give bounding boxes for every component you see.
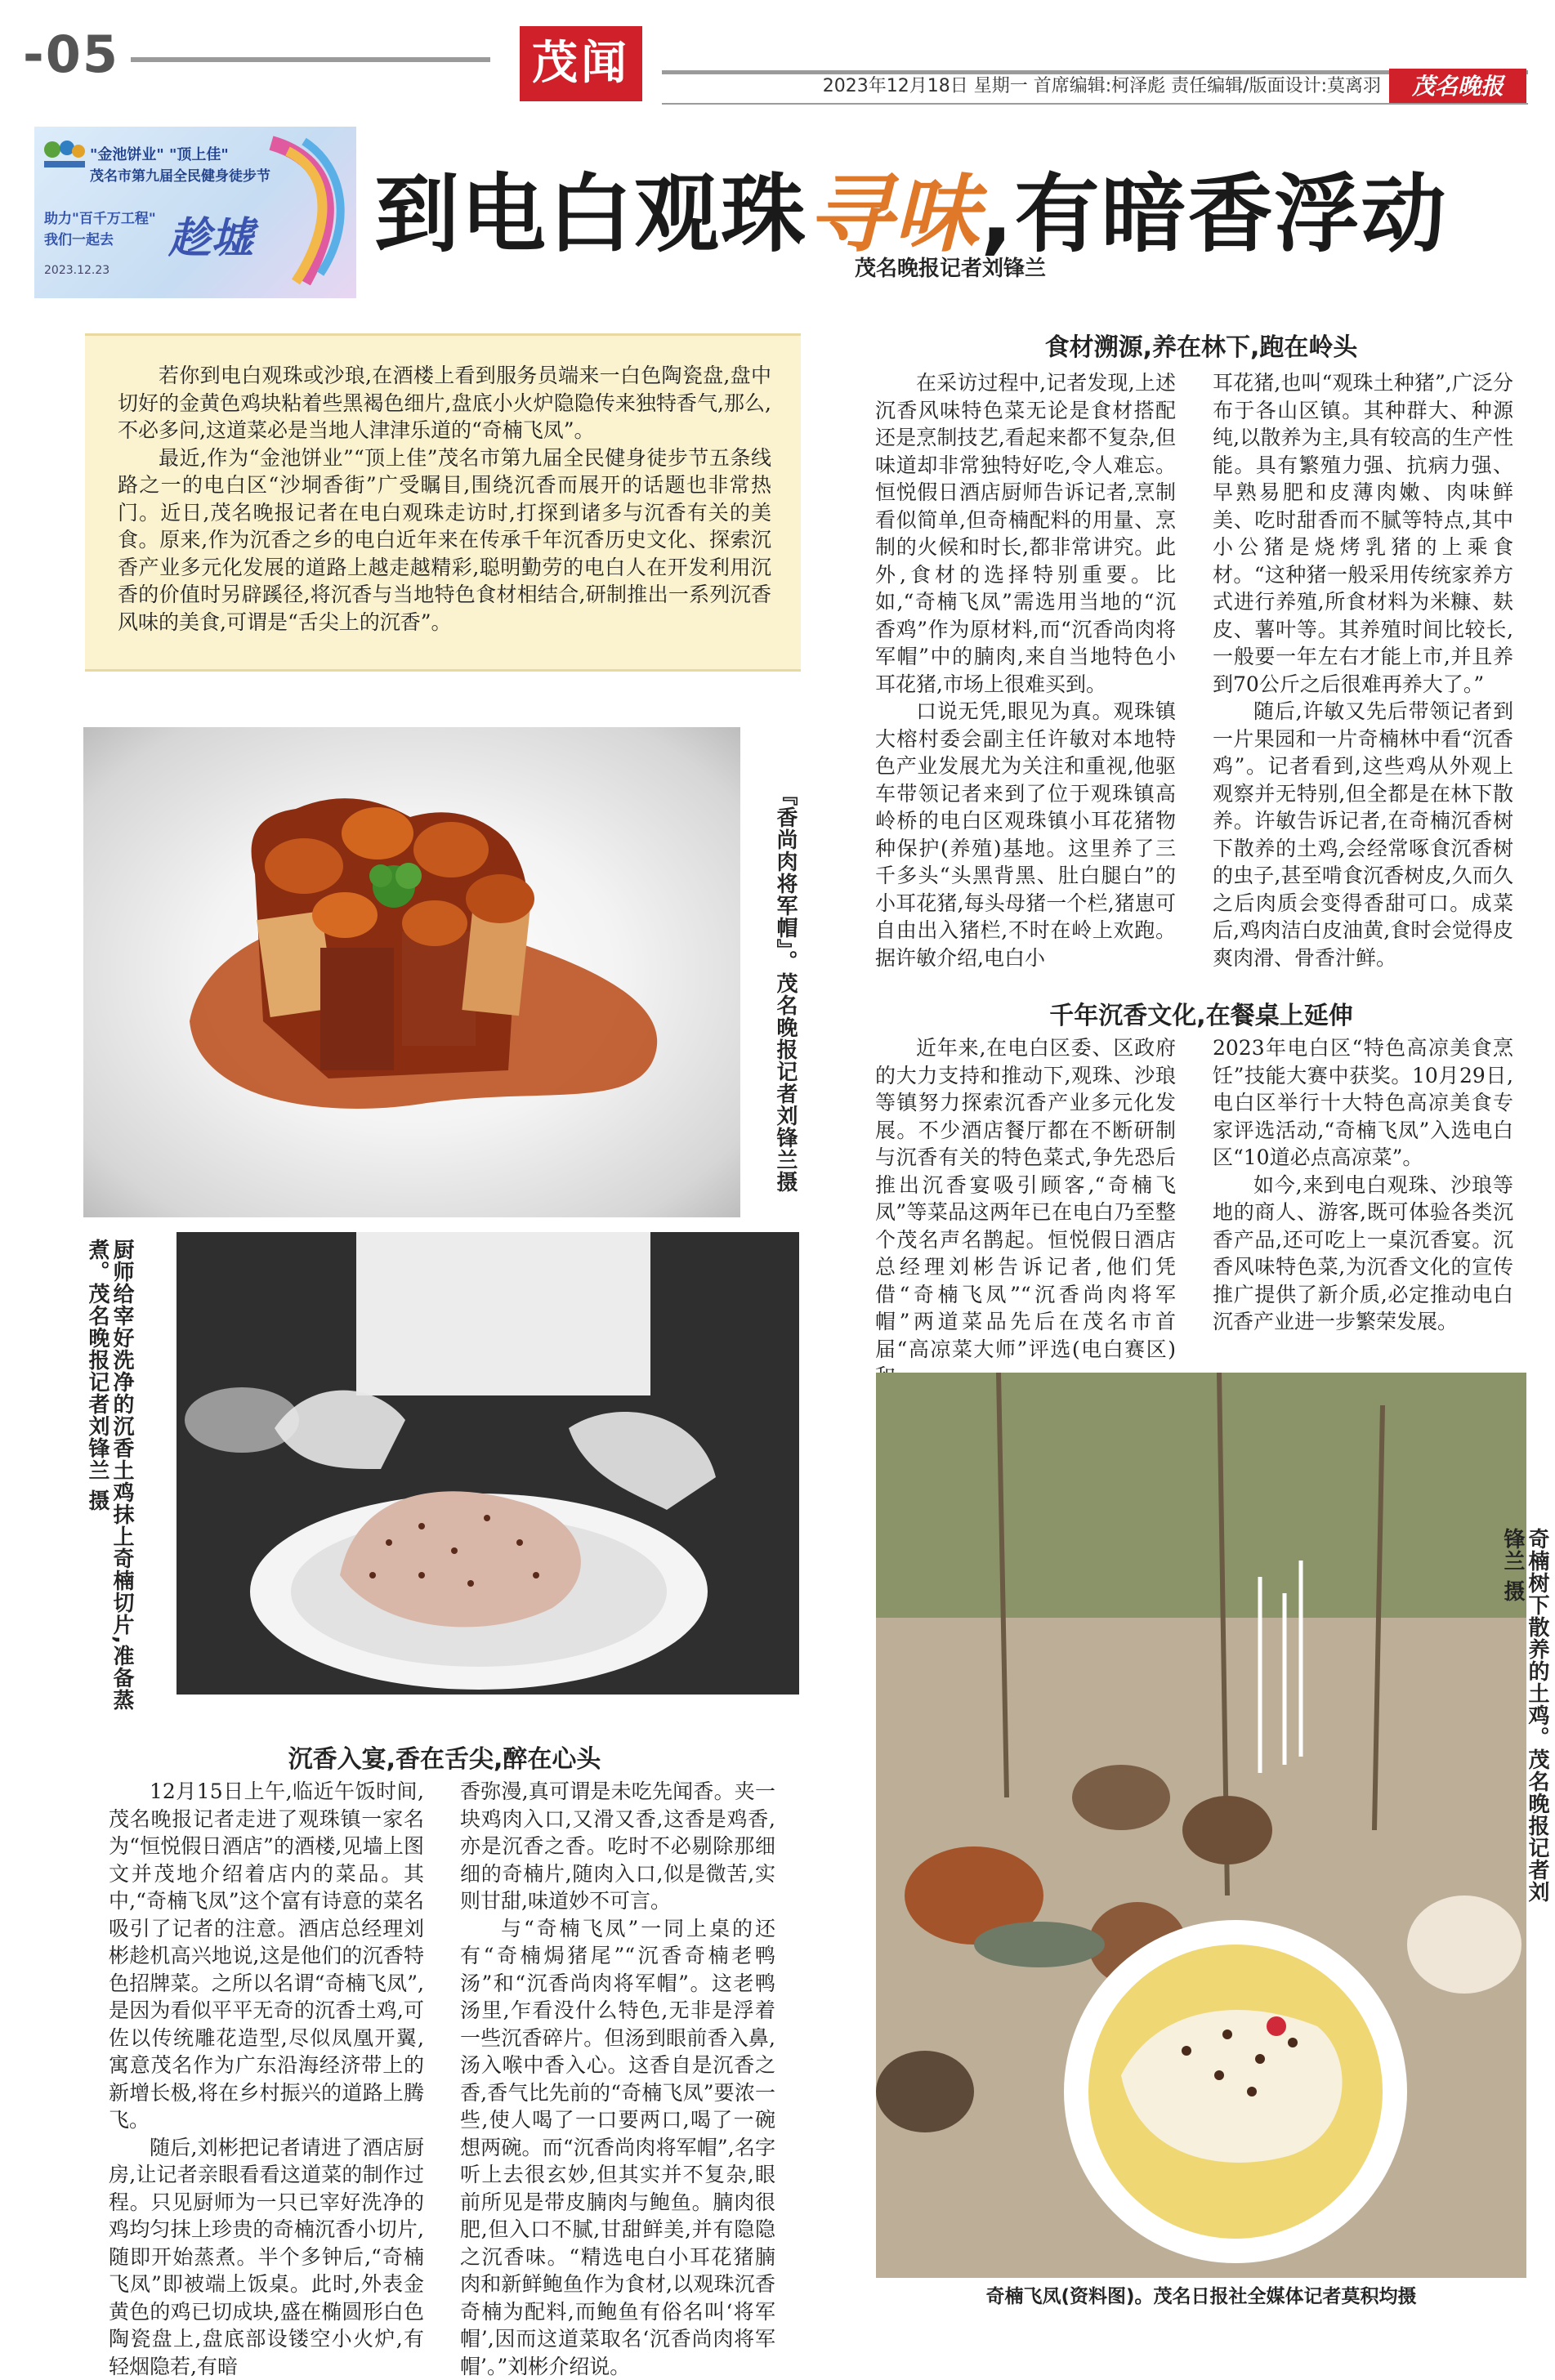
lead-paragraph: 若你到电白观珠或沙琅,在酒楼上看到服务员端来一白色陶瓷盘,盘中切好的金黄色鸡块粘着些黑褐色细片,盘底小火炉隐隐传来独特香气,那么,不必多问,这道菜必是当地人津津乐道的“奇楠飞凤”。 [118, 362, 771, 444]
dateline: 2023年12月18日 星期一 首席编辑:柯泽彪 责任编辑/版面设计:莫离羽 [662, 72, 1381, 101]
caption-chef-photo: 厨师给宰好洗净的沉香土鸡抹上奇楠切片,准备蒸煮。茂名晚报记者刘锋兰 摄 [82, 1239, 134, 1729]
caption-chickens: 奇楠树下散养的土鸡。茂名晚报记者刘锋兰 摄 [1521, 1528, 1549, 1920]
body-paragraph: 在采访过程中,记者发现,上述沉香风味特色菜无论是食材搭配还是烹制技艺,看起来都不复杂,但味道却非常独特好吃,令人难忘。恒悦假日酒店厨师告诉记者,烹制看似简单,但奇楠配料的用量、烹制的火候和时长,都非常讲究。此外,食材的选择特别重要。比如,“奇楠飞凤”需选用当地的“沉香鸡”作为原材料,而“沉香尚肉将军帽”中的腩肉,来自当地特色小耳花猪,市场上很难买到。 [875, 369, 1176, 698]
section1-column-1 [875, 369, 1176, 971]
body-paragraph: 口说无凭,眼见为真。观珠镇大榕村委会副主任许敏对本地特色产业发展尤为关注和重视,他驱车带领记者来到了位于观珠镇高岭桥的电白区观珠镇小耳花猪物种保护(养殖)基地。这里养了三千多头“头黑背黑、肚白腿白”的小耳花猪,每头母猪一个栏,猪崽可自由出入猪栏,不时在岭上欢跑。据许敏介绍,电白小 [875, 698, 1176, 971]
caption-dish: 奇楠飞凤(资料图)。茂名日报社全媒体记者莫积均摄 [876, 2281, 1526, 2308]
banner-line1: "金池饼业" "顶上佳" [90, 143, 229, 164]
lead-paragraph: 最近,作为“金池饼业”“顶上佳”茂名市第九届全民健身徒步节五条线路之一的电白区“沙垌香街”广受瞩目,围绕沉香而展开的话题也非常热门。近日,茂名晚报记者在电白观珠走访时,打探到诸多与沉香有关的美食。原来,作为沉香之乡的电白近年来在传承千年沉香历史文化、探索沉香产业多元化发展的道路上越走越精彩,聪明勤劳的电白人在开发利用沉香的价值时另辟蹊径,将沉香与当地特色食材相结合,研制推出一系列沉香风味的美食,可谓是“舌尖上的沉香”。 [118, 444, 771, 636]
photo-chickens [876, 1373, 1526, 2278]
headline-accent: 寻味 [807, 163, 981, 264]
section2-column-2 [1213, 1034, 1513, 1336]
banner-slogan: 助力"百千万工程" 我们一起去 [44, 208, 167, 251]
banner-date: 2023.12.23 [44, 264, 109, 277]
section1-column-2 [1213, 369, 1513, 971]
body-paragraph: 2023年电白区“特色高凉美食烹饪”技能大赛中获奖。10月29日,电白区举行十大特色高凉美食专家评选活动,“奇楠飞凤”入选电白区“10道必点高凉菜”。 [1213, 1034, 1513, 1172]
body-paragraph: 香弥漫,真可谓是未吃先闻香。夹一块鸡肉入口,又滑又香,这香是鸡香,亦是沉香之香。吃时不必剔除那细细的奇楠片,随肉入口,似是微苦,实则甘甜,味道妙不可言。 [460, 1778, 775, 1915]
section3-column-2 [460, 1778, 775, 2380]
byline: 茂名晚报记者刘锋兰 [855, 252, 1046, 282]
caption-pork-dish: 『香尚肉将军帽』。茂名晚报记者刘锋兰摄 [773, 784, 798, 1209]
header-rule-left [131, 57, 490, 62]
photo-pork-dish [83, 727, 740, 1217]
section-badge [520, 26, 642, 101]
body-paragraph: 近年来,在电白区委、区政府的大力支持和推动下,观珠、沙琅等镇努力探索沉香产业多元化发展。不少酒店餐厅都在不断研制与沉香有关的特色菜式,争先恐后推出沉香宴吸引顾客,“奇楠飞凤”等菜品这两年已在电白乃至整个茂名声名鹊起。恒悦假日酒店总经理刘彬告诉记者,他们凭借“奇楠飞凤”“沉香尚肉将军帽”两道菜品先后在茂名市首届“高凉菜大师”评选(电白赛区) [875, 1034, 1176, 1391]
page-number: -05 [23, 25, 119, 84]
section-title: 千年沉香文化,在餐桌上延伸 [874, 995, 1528, 1031]
section3-column-1 [109, 1778, 424, 2380]
pork-dish-graphic [83, 727, 740, 1217]
headline-part2: ,有暗香浮动 [981, 164, 1448, 264]
photo-chef-chicken [177, 1232, 799, 1695]
swoosh-graphic-icon [255, 135, 353, 290]
headline-part1: 到电白观珠 [374, 164, 807, 264]
body-paragraph: 随后,刘彬把记者请进了酒店厨房,让记者亲眼看看这道菜的制作过程。只见厨师为一只已宰好洗净的鸡均匀抹上珍贵的奇楠沉香小切片,随即开始蒸煮。半个多钟后,“奇楠飞凤”即被端上饭桌。此时,外表金黄色的鸡已切成块,盛在椭圆形白色陶瓷盘上,盘底部设镂空小火炉,有轻烟隐若,有暗 [109, 2134, 424, 2380]
event-banner [34, 127, 356, 298]
section-label: 茂闻 [520, 26, 642, 101]
body-paragraph: 如今,来到电白观珠、沙琅等地的商人、游客,既可体验各类沉香产品,还可吃上一桌沉香宴。沉香风味特色菜,为沉香文化的宣传推广提供了新介质,必定推动电白沉香产业进一步繁荣发展。 [1213, 1172, 1513, 1336]
paper-logo [1389, 69, 1526, 105]
paper-name: 茂名晚报 [1389, 69, 1526, 105]
banner-slogan-big: 趁墟 [168, 203, 253, 265]
banner-line2: 茂名市第九届全民健身徒步节 [90, 164, 270, 185]
header-underline [662, 103, 1528, 105]
body-paragraph: 与“奇楠飞凤”一同上桌的还有“奇楠焗猪尾”“沉香奇楠老鸭汤”和“沉香尚肉将军帽”。这老鸭汤里,乍看没什么特色,无非是浮着一些沉香碎片。但汤到眼前香入鼻,汤入喉中香入心。这香自是沉香之香,香气比先前的“奇楠飞凤”要浓一些,使人喝了一口要两口,喝了一碗想两碗。而“沉香尚肉将军帽”,名字听上去很玄妙,但其实并不复杂,眼前所见是带皮腩肉与鲍鱼。腩肉很肥,但入口不腻,甘甜鲜美,并有隐隐之沉香味。“精选电白小耳花猪腩肉和新鲜鲍鱼作为食材,以观珠沉香奇楠为配料,而鲍鱼有俗名叫‘将军帽’,因而这道菜取名‘沉香尚肉将军帽’。”刘彬介绍说。 [460, 1915, 775, 2380]
chickens-graphic [876, 1373, 1526, 2278]
body-paragraph: 随后,许敏又先后带领记者到一片果园和一片奇楠林中看“沉香鸡”。记者看到,这些鸡从外观上观察并无特别,但全都是在林下散养。许敏告诉记者,在奇楠沉香树下散养的土鸡,会经常啄食沉香树的虫子,甚至啃食沉香树皮,久而久之后肉质会变得香甜可口。成菜后,鸡肉洁白皮油黄,食时会觉得皮爽肉滑、骨香汁鲜。 [1213, 698, 1513, 971]
section2-column-1 [875, 1034, 1176, 1391]
event-logo-icon [42, 138, 87, 171]
body-paragraph: 耳花猪,也叫“观珠土种猪”,广泛分布于各山区镇。其种群大、种源纯,以散养为主,具有较高的生产性能。具有繁殖力强、抗病力强、早熟易肥和皮薄肉嫩、肉味鲜美、吃时甜香而不腻等特点,其中小公猪是烧烤乳猪的上乘食材。“这种猪一般采用传统家养方式进行养殖,所食材料为米糠、麸皮、薯叶等。其养殖时间比较长,一般要一年左右才能上市,并且养到70公斤之后很难再养大了。” [1213, 369, 1513, 698]
lead-box [85, 333, 801, 672]
section-title: 食材溯源,养在林下,跑在岭头 [874, 327, 1528, 363]
chef-chicken-graphic [177, 1232, 799, 1695]
headline [374, 145, 1448, 268]
section-title: 沉香入宴,香在舌尖,醉在心头 [85, 1739, 804, 1775]
body-paragraph: 12月15日上午,临近午饭时间,茂名晚报记者走进了观珠镇一家名为“恒悦假日酒店”的酒楼,见墙上图文并茂地介绍着店内的菜品。其中,“奇楠飞凤”这个富有诗意的菜名吸引了记者的注意。酒店总经理刘彬趁机高兴地说,这是他们的沉香特色招牌菜。之所以名谓“奇楠飞凤”,是因为看似平平无奇的沉香土鸡,可佐以传统雕花造型,尽似凤凰开翼,寓意茂名作为广东沿海经济带上的新增长极,将在乡村振兴的道路上腾飞。 [109, 1778, 424, 2134]
